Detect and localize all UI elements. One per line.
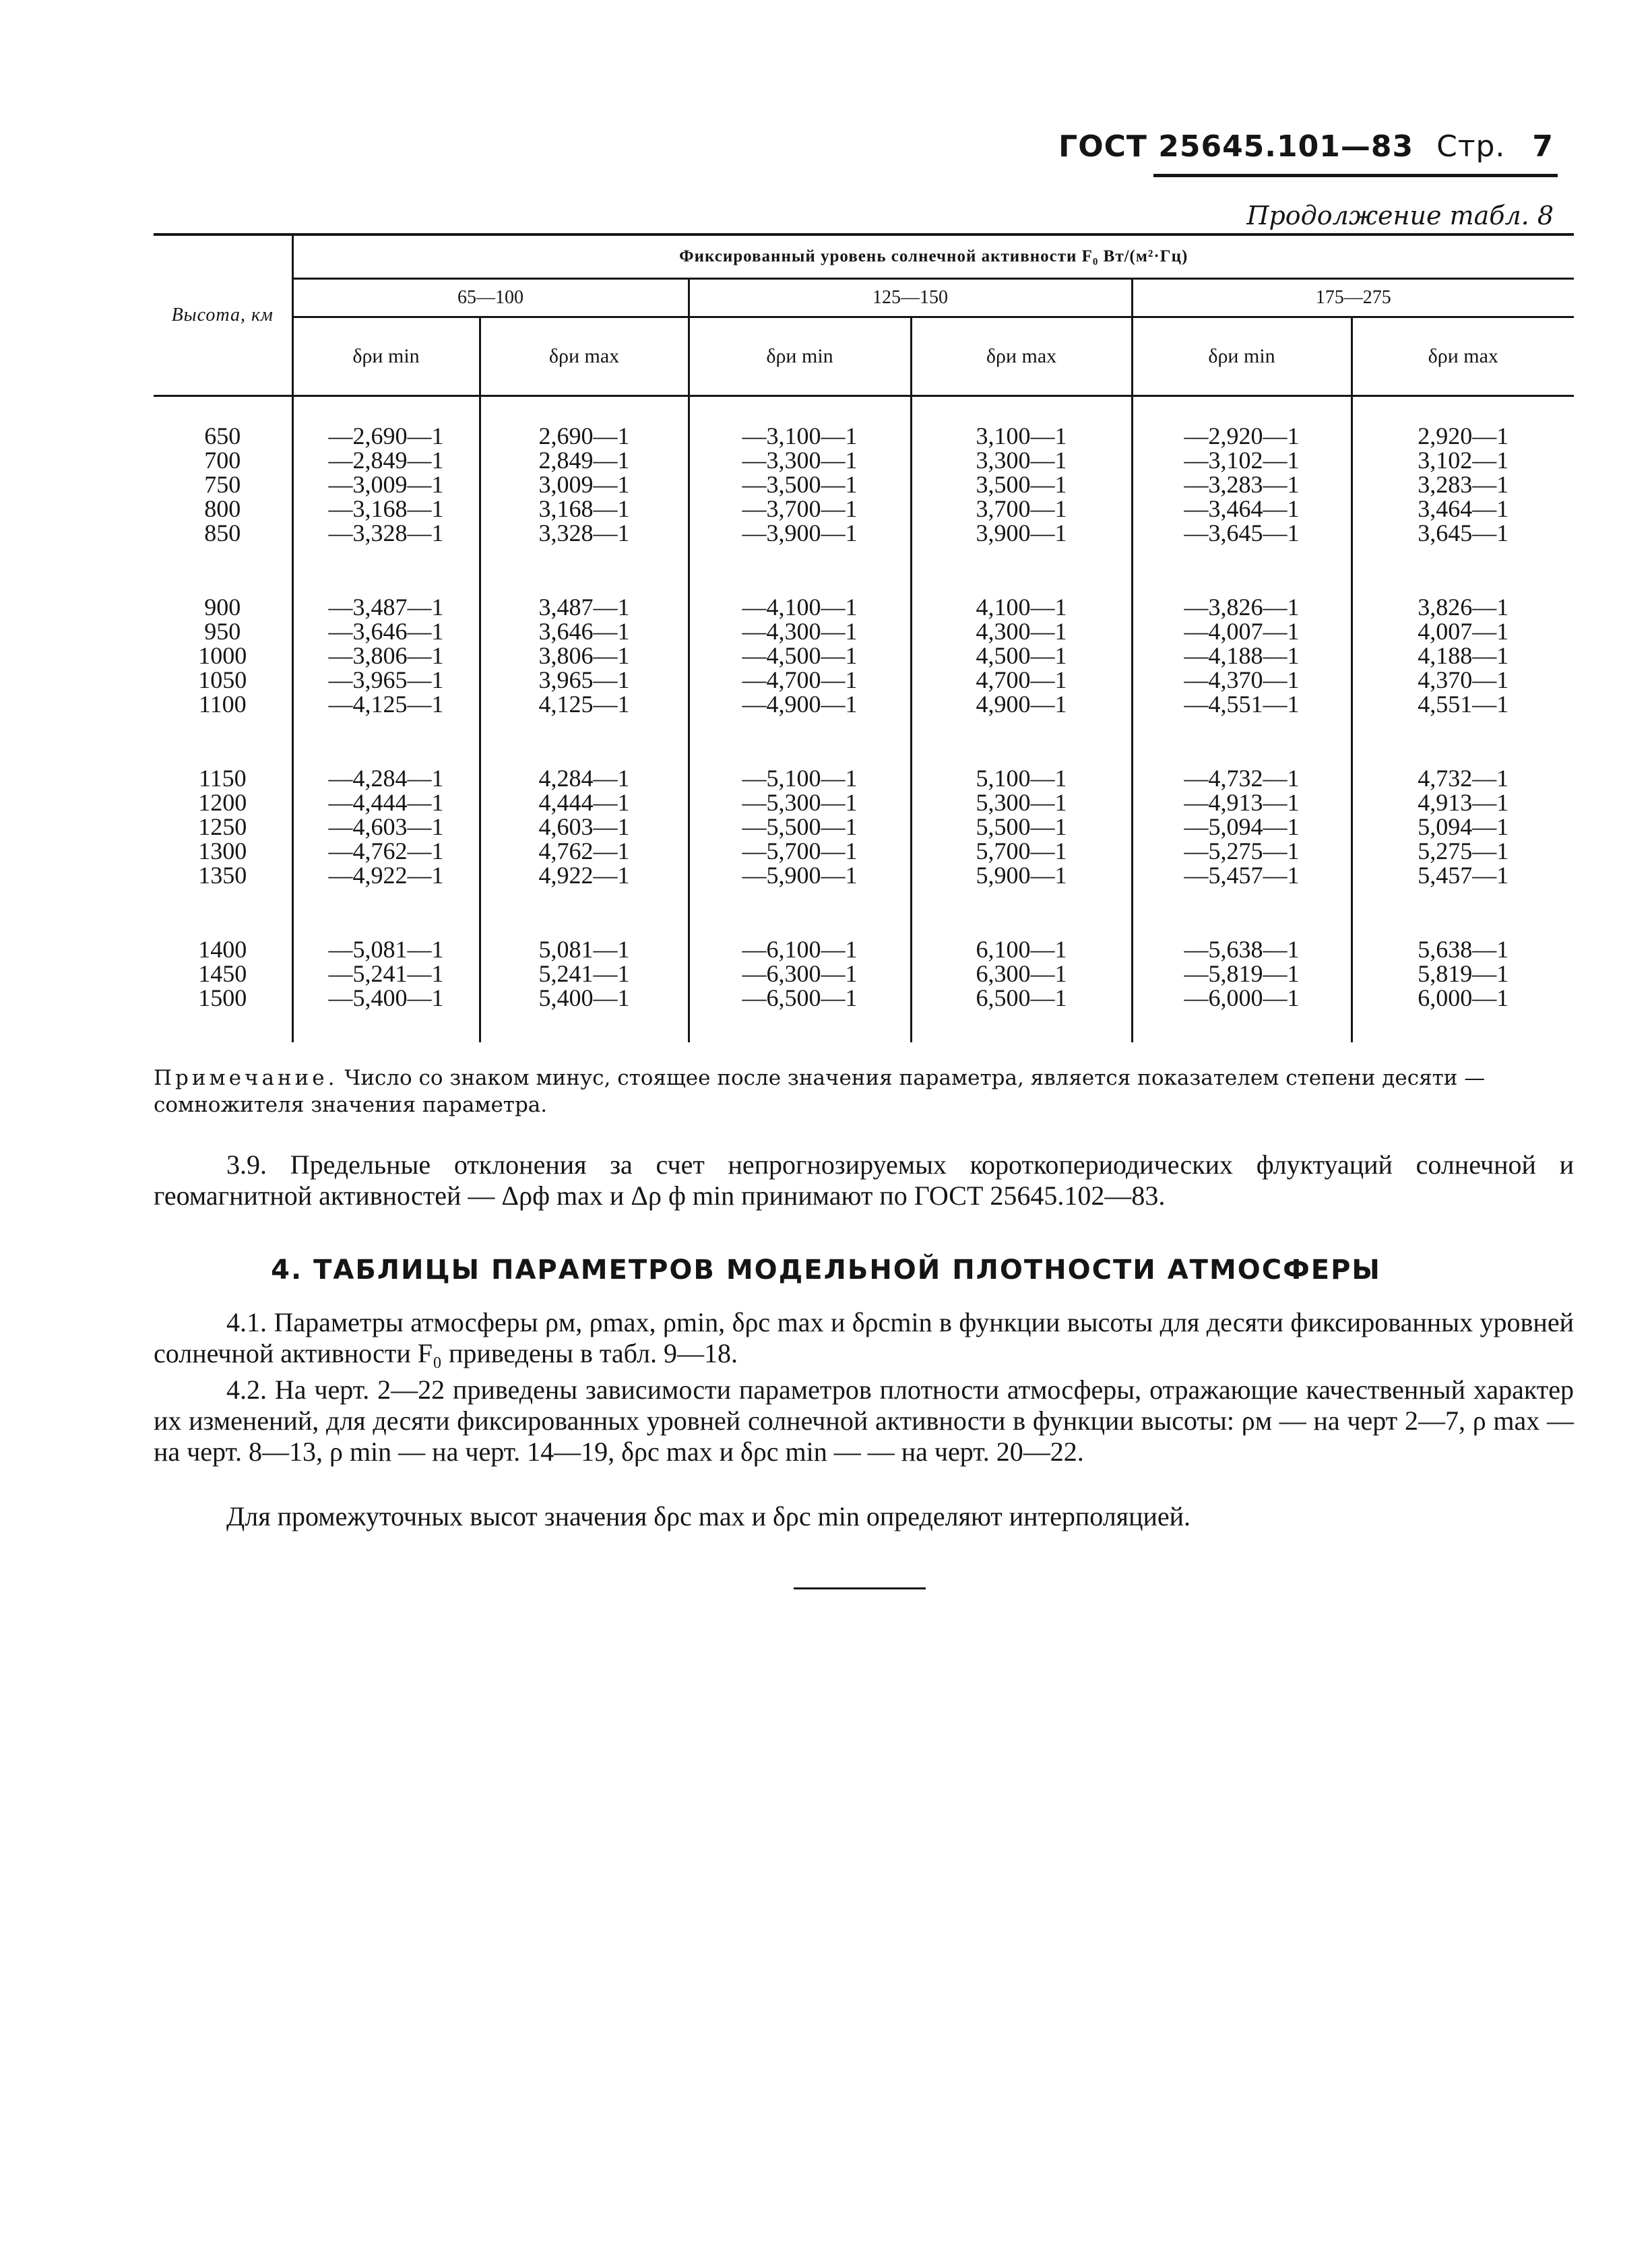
min-column-header: δρи min — [1132, 317, 1352, 396]
value-cell: 3,487—1 3,646—1 3,806—1 3,965—1 4,125—1 — [480, 569, 689, 740]
value-cell: —5,638—1 —5,819—1 —6,000—1 — [1132, 912, 1352, 1042]
max-column-header: δρи max — [911, 317, 1132, 396]
paragraph-4-2: 4.2. На черт. 2—22 приведены зависимости параметров плотности атмосферы, отражающие качественный характер их изменений, для десяти фиксированных уровней солнечной активности в функции высоты: ρм — на черт 2—7, ρ max — на черт. 8—13, ρ min — на черт. 14—19, δρc max и δρc min — — на черт. 20—22. — [154, 1374, 1574, 1467]
value-cell: —4,284—1 —4,444—1 —4,603—1 —4,762—1 —4,922—1 — [292, 740, 480, 912]
value-cell: 5,100—1 5,300—1 5,500—1 5,700—1 5,900—1 — [911, 740, 1132, 912]
table-row-group — [154, 740, 1574, 912]
solar-activity-group-header: Фиксированный уровень солнечной активности F₀ Вт/(м²·Гц) — [292, 234, 1574, 279]
paragraph-4-1: 4.1. Параметры атмосферы ρм, ρmax, ρmin, δρc max и δρcmin в функции высоты для десяти фиксированных уровней солнечной активности F₀ приведены в табл. 9—18. — [154, 1307, 1574, 1368]
value-cell: —5,081—1 —5,241—1 —5,400—1 — [292, 912, 480, 1042]
table-row-group — [154, 569, 1574, 740]
paragraph-interpolation: Для промежуточных высот значения δρc max и δρc min определяют интерполяцией. — [226, 1501, 1191, 1531]
table-body — [154, 396, 1574, 1043]
range-header: 65—100 — [292, 279, 689, 317]
min-column-header: δρи min — [689, 317, 911, 396]
note-label: Примечание. — [154, 1066, 338, 1090]
height-cell: 650 700 750 800 850 — [204, 422, 241, 546]
value-cell: 2,690—1 2,849—1 3,009—1 3,168—1 3,328—1 — [480, 396, 689, 570]
end-rule — [794, 1587, 926, 1589]
value-cell: —4,732—1 —4,913—1 —5,094—1 —5,275—1 —5,457—1 — [1132, 740, 1352, 912]
value-cell: 5,081—1 5,241—1 5,400—1 — [480, 912, 689, 1042]
table-row-group — [154, 396, 1574, 570]
value-cell: —6,100—1 —6,300—1 —6,500—1 — [689, 912, 911, 1042]
document-code: ГОСТ 25645.101—83 — [1058, 129, 1414, 164]
value-cell: 3,826—1 4,007—1 4,188—1 4,370—1 4,551—1 — [1352, 569, 1574, 740]
max-column-header: δρи max — [1352, 317, 1574, 396]
height-column-header: Высота, км — [154, 234, 292, 396]
value-cell: —5,100—1 —5,300—1 —5,500—1 —5,700—1 —5,900—1 — [689, 740, 911, 912]
height-cell: 900 950 1000 1050 1100 — [198, 594, 247, 718]
section-4-title: 4. ТАБЛИЦЫ ПАРАМЕТРОВ МОДЕЛЬНОЙ ПЛОТНОСТИ АТМОСФЕРЫ — [271, 1255, 1381, 1286]
range-header: 175—275 — [1132, 279, 1574, 317]
running-header — [1058, 129, 1554, 164]
table-note — [154, 1065, 1574, 1118]
page-number: 7 — [1532, 129, 1554, 164]
table-continuation-caption: Продолжение табл. 8 — [1246, 201, 1554, 230]
page-label: Стр. — [1436, 129, 1506, 164]
range-header: 125—150 — [689, 279, 1132, 317]
height-cell: 1400 1450 1500 — [198, 936, 247, 1011]
value-cell: 4,284—1 4,444—1 4,603—1 4,762—1 4,922—1 — [480, 740, 689, 912]
value-cell: —2,920—1 —3,102—1 —3,283—1 —3,464—1 —3,645—1 — [1132, 396, 1352, 570]
min-column-header: δρи min — [292, 317, 480, 396]
note-text: Число со знаком минус, стоящее после значения параметра, является показателем степени десяти — сомножителя значения параметра. — [154, 1066, 1486, 1117]
value-cell: 5,638—1 5,819—1 6,000—1 — [1352, 912, 1574, 1042]
paragraph-3-9: 3.9. Предельные отклонения за счет непрогнозируемых короткопериодических флуктуаций солнечной и геомагнитной активностей — Δρф max и Δρ ф min принимают по ГОСТ 25645.102—83. — [154, 1149, 1574, 1211]
table-row-group — [154, 912, 1574, 1042]
density-deviation-table — [154, 233, 1574, 1042]
value-cell: 2,920—1 3,102—1 3,283—1 3,464—1 3,645—1 — [1352, 396, 1574, 570]
value-cell: —4,100—1 —4,300—1 —4,500—1 —4,700—1 —4,900—1 — [689, 569, 911, 740]
value-cell: 3,100—1 3,300—1 3,500—1 3,700—1 3,900—1 — [911, 396, 1132, 570]
value-cell: 6,100—1 6,300—1 6,500—1 — [911, 912, 1132, 1042]
value-cell: —2,690—1 —2,849—1 —3,009—1 —3,168—1 —3,328—1 — [292, 396, 480, 570]
value-cell: 4,732—1 4,913—1 5,094—1 5,275—1 5,457—1 — [1352, 740, 1574, 912]
max-column-header: δρи max — [480, 317, 689, 396]
value-cell: 4,100—1 4,300—1 4,500—1 4,700—1 4,900—1 — [911, 569, 1132, 740]
height-cell: 1150 1200 1250 1300 1350 — [198, 765, 247, 889]
value-cell: —3,487—1 —3,646—1 —3,806—1 —3,965—1 —4,125—1 — [292, 569, 480, 740]
value-cell: —3,826—1 —4,007—1 —4,188—1 —4,370—1 —4,551—1 — [1132, 569, 1352, 740]
value-cell: —3,100—1 —3,300—1 —3,500—1 —3,700—1 —3,900—1 — [689, 396, 911, 570]
header-rule — [1153, 174, 1558, 177]
